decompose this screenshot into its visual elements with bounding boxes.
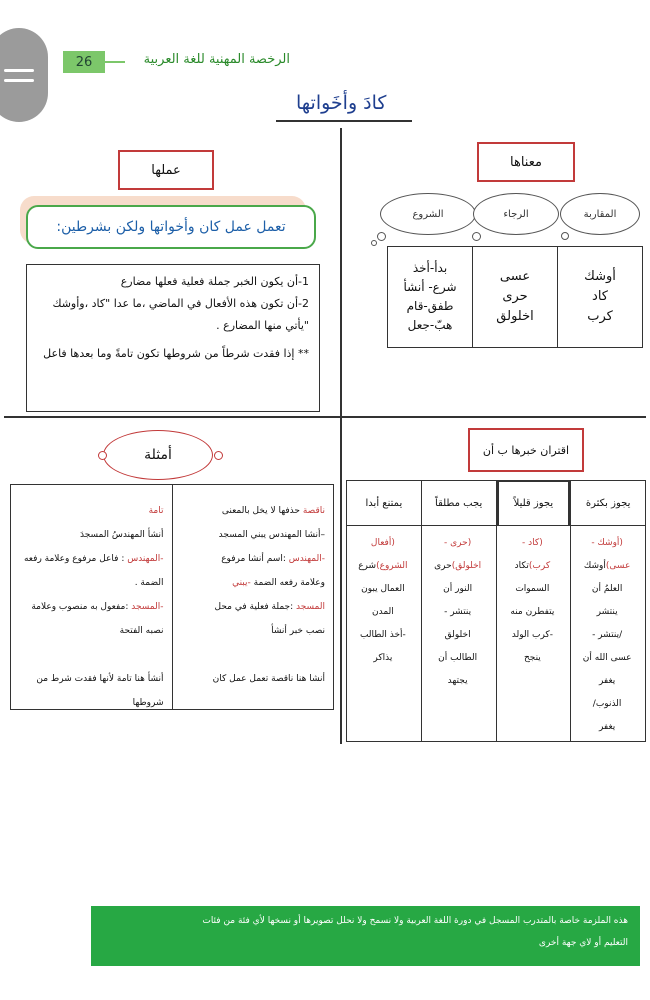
cell-line [426, 647, 490, 670]
cell-text: -كرب الولد [511, 630, 553, 640]
verb: كرب [587, 309, 613, 324]
verb: أوشك [584, 269, 616, 284]
example-text: :اسم أنشا مرفوع [221, 554, 289, 564]
divider-horizontal [4, 416, 646, 418]
cell-text: الذنوب/ [592, 699, 622, 709]
footer-line-2: التعليم أو لاي جهة أخرى [538, 938, 628, 948]
attachment-header-label: يجوز قليلاً [513, 498, 554, 509]
work-banner: تعمل عمل كان وأخواتها ولكن بشرطين: [26, 205, 316, 249]
example-title-rest: حذفها لا يخل بالمعنى [221, 506, 303, 516]
cell-line [426, 532, 490, 555]
cell-text: العلمُ أن [591, 584, 623, 594]
cell-line [501, 601, 565, 624]
divider-vertical-top [340, 128, 342, 418]
cloud-puff [371, 240, 377, 246]
examples-column-naqisa [173, 485, 334, 709]
footer-notice [91, 906, 640, 966]
cell-text: /ينتشر - [592, 630, 623, 640]
menu-icon-bar [4, 79, 34, 82]
cloud-shuru [380, 193, 476, 235]
example-title [179, 499, 326, 523]
example-line [179, 595, 326, 619]
cell-line [426, 624, 490, 647]
example-line [17, 667, 164, 691]
cloud-raja-label: الرجاء [503, 208, 529, 220]
cell-text: أوشك [583, 561, 606, 571]
attachment-header [497, 480, 571, 526]
footer-line-1: هذه الملزمة خاصة بالمتدرب المسجل في دورة اللغة العربية ولا نسمح ولا نحلل تصويرها أو نسخها لأي فئة من فئات [202, 916, 628, 926]
cell-line [575, 716, 639, 739]
cell-line [575, 647, 639, 670]
attachment-column-mumtani [347, 480, 421, 741]
attachment-cell [497, 526, 571, 672]
cell-line [575, 693, 639, 716]
cell-line [575, 532, 639, 555]
example-red: -المهندس [288, 554, 325, 564]
example-red: المسجد [295, 602, 325, 612]
cell-text: الطالب أن [438, 653, 478, 663]
cell-text: -أخذ الطالب [359, 630, 406, 640]
example-line [17, 571, 164, 595]
example-red: -المهندس [127, 554, 164, 564]
cell-line [351, 578, 415, 601]
example-line [179, 523, 326, 547]
cell-text-red: عسى) [605, 561, 631, 571]
example-line [17, 547, 164, 571]
condition-2: 2-أن تكون هذه الأفعال في الماضي ،ما عدا "كاد ،وأوشك "يأتي منها المضارع . [52, 297, 309, 332]
cell-line [501, 578, 565, 601]
cell-line [426, 670, 490, 693]
cloud-muqaraba-label: المقاربة [583, 208, 617, 220]
condition-note: ** إذا فقدت شرطاً من شروطها تكون تامةً وما بعدها فاعل [43, 347, 309, 360]
book-title: الرخصة المهنية للغة العربية [143, 52, 290, 67]
examples-heading: أمثلة [144, 447, 172, 463]
verbs-column-muqaraba [557, 247, 642, 347]
cell-line [501, 647, 565, 670]
cell-line [426, 601, 490, 624]
cell-text: يجتهد [447, 676, 468, 686]
cloud-raja [473, 193, 559, 235]
example-line [17, 523, 164, 547]
example-line [17, 619, 164, 643]
verb: حرى [502, 289, 528, 304]
cell-text: يتفطرن منه [510, 607, 555, 617]
cell-text: العمال يبون [361, 584, 405, 594]
attachment-column-wajib [421, 480, 496, 741]
example-text: شروطها [132, 698, 164, 708]
examples-column-tamma [11, 485, 173, 709]
example-line [179, 643, 326, 667]
cell-line [351, 601, 415, 624]
attachment-column-kathra [570, 480, 645, 741]
cell-text: (كاد - [522, 538, 543, 548]
example-line [179, 619, 326, 643]
cell-text: يذاكر [373, 653, 393, 663]
cell-line [575, 670, 639, 693]
cloud-puff [472, 232, 481, 241]
cell-line [501, 624, 565, 647]
example-text: :جملة فعلية في محل [214, 602, 296, 612]
cell-text: المدن [371, 607, 394, 617]
example-text: –أنشا المهندس يبني المسجد [218, 530, 325, 540]
attachment-table [346, 480, 646, 742]
attachment-cell [571, 526, 645, 741]
attachment-heading: اقتران خبرها ب أن [468, 428, 584, 472]
verb: اخلولق [496, 309, 534, 324]
page-title: كادَ وأخَواتها [296, 92, 387, 114]
verb: بدأ-أخذ [412, 261, 448, 275]
attachment-header: يمتنع أبدا [347, 480, 421, 526]
example-line [17, 643, 164, 667]
example-line [179, 547, 326, 571]
cloud-puff [561, 232, 569, 240]
cell-text: (أفعال [370, 538, 395, 548]
example-text: نصبه الفتحة [119, 626, 164, 636]
example-text: نصب خبر أنشأ [271, 626, 325, 636]
cell-line [575, 601, 639, 624]
attachment-cell [422, 526, 496, 695]
verb: طفق-قام [406, 299, 454, 313]
example-title-label: تامة [148, 506, 164, 516]
cell-text: (أوشك - [591, 538, 623, 548]
cell-line [575, 578, 639, 601]
verbs-table [387, 246, 643, 348]
example-line [179, 571, 326, 595]
example-red: -المسجد [131, 602, 164, 612]
example-title [17, 499, 164, 523]
cell-text: حرى [434, 561, 452, 571]
attachment-cell [347, 526, 421, 672]
example-line [179, 667, 326, 691]
verb: كاد [592, 289, 608, 304]
cell-line [501, 555, 565, 578]
example-text: :مفعول به منصوب وعلامة [31, 602, 132, 612]
example-text: وعلامة رفعه الضمة [250, 578, 325, 588]
cell-text: (حرى - [444, 538, 472, 548]
cell-text: ينتشر - [444, 607, 472, 617]
cell-line [501, 532, 565, 555]
cell-text: ينجح [523, 653, 541, 663]
example-text [161, 650, 164, 660]
cell-text: النور أن [443, 584, 473, 594]
cell-text: تكاد [514, 561, 529, 571]
work-heading: عملها [118, 150, 214, 190]
verbs-column-shuru [388, 247, 472, 347]
verb: عسى [499, 269, 531, 284]
example-text: : فاعل مرفوع وعلامة رفعه [23, 554, 128, 564]
example-line [17, 691, 164, 715]
cell-text: السموات [515, 584, 550, 594]
menu-icon [4, 69, 34, 72]
cloud-puff [214, 451, 223, 460]
meaning-heading: معناها [477, 142, 575, 182]
cell-text-red: كرب) [528, 561, 551, 571]
cell-line [575, 555, 639, 578]
cloud-puff [377, 232, 386, 241]
cell-text: يغفر [598, 722, 616, 732]
verb: شرع- أنشأ [403, 280, 457, 294]
page-number: 26 [63, 51, 105, 73]
cell-line [426, 578, 490, 601]
cloud-shuru-label: الشروع [412, 208, 444, 220]
cell-text-red: اخلولق) [451, 561, 482, 571]
menu-button[interactable] [0, 28, 48, 122]
cell-text: شرع [358, 561, 377, 571]
cell-line [575, 624, 639, 647]
example-text: أنشا هنا ناقصة تعمل عمل كان [212, 674, 325, 684]
attachment-header: يجب مطلقاً [422, 480, 496, 526]
example-red: -يبني [232, 578, 251, 588]
page-number-divider [105, 61, 125, 63]
cell-line [351, 647, 415, 670]
example-text: أنشأ المهندسُ المسجدَ [79, 530, 164, 540]
verbs-column-raja [472, 247, 557, 347]
cell-line [426, 555, 490, 578]
cell-text: عسى الله أن [582, 653, 632, 663]
example-text: الضمة . [134, 578, 164, 588]
examples-table [10, 484, 334, 710]
cell-text-red: الشروع) [376, 561, 408, 571]
example-title-label: ناقصة [302, 506, 325, 516]
cell-text: يغفر [598, 676, 616, 686]
cell-line [351, 624, 415, 647]
cell-text: ينتشر [596, 607, 618, 617]
example-line [17, 595, 164, 619]
examples-heading-cloud [103, 430, 213, 480]
condition-1: 1-أن يكون الخبر جملة فعلية فعلها مضارع [120, 275, 309, 288]
cell-line [351, 555, 415, 578]
example-text: أنشأ هنا تامة لأنها فقدت شرط من [36, 674, 164, 684]
verb: هبّ-جعل [407, 318, 453, 332]
cloud-puff [98, 451, 107, 460]
title-underline [276, 120, 412, 122]
conditions-box [26, 264, 320, 412]
example-text [322, 650, 325, 660]
cell-line [351, 532, 415, 555]
divider-vertical-bottom [340, 418, 342, 744]
attachment-column-qalil [496, 480, 571, 741]
cell-text: اخلولق [444, 630, 471, 640]
cloud-muqaraba [560, 193, 640, 235]
attachment-header: يجوز بكثرة [571, 480, 645, 526]
